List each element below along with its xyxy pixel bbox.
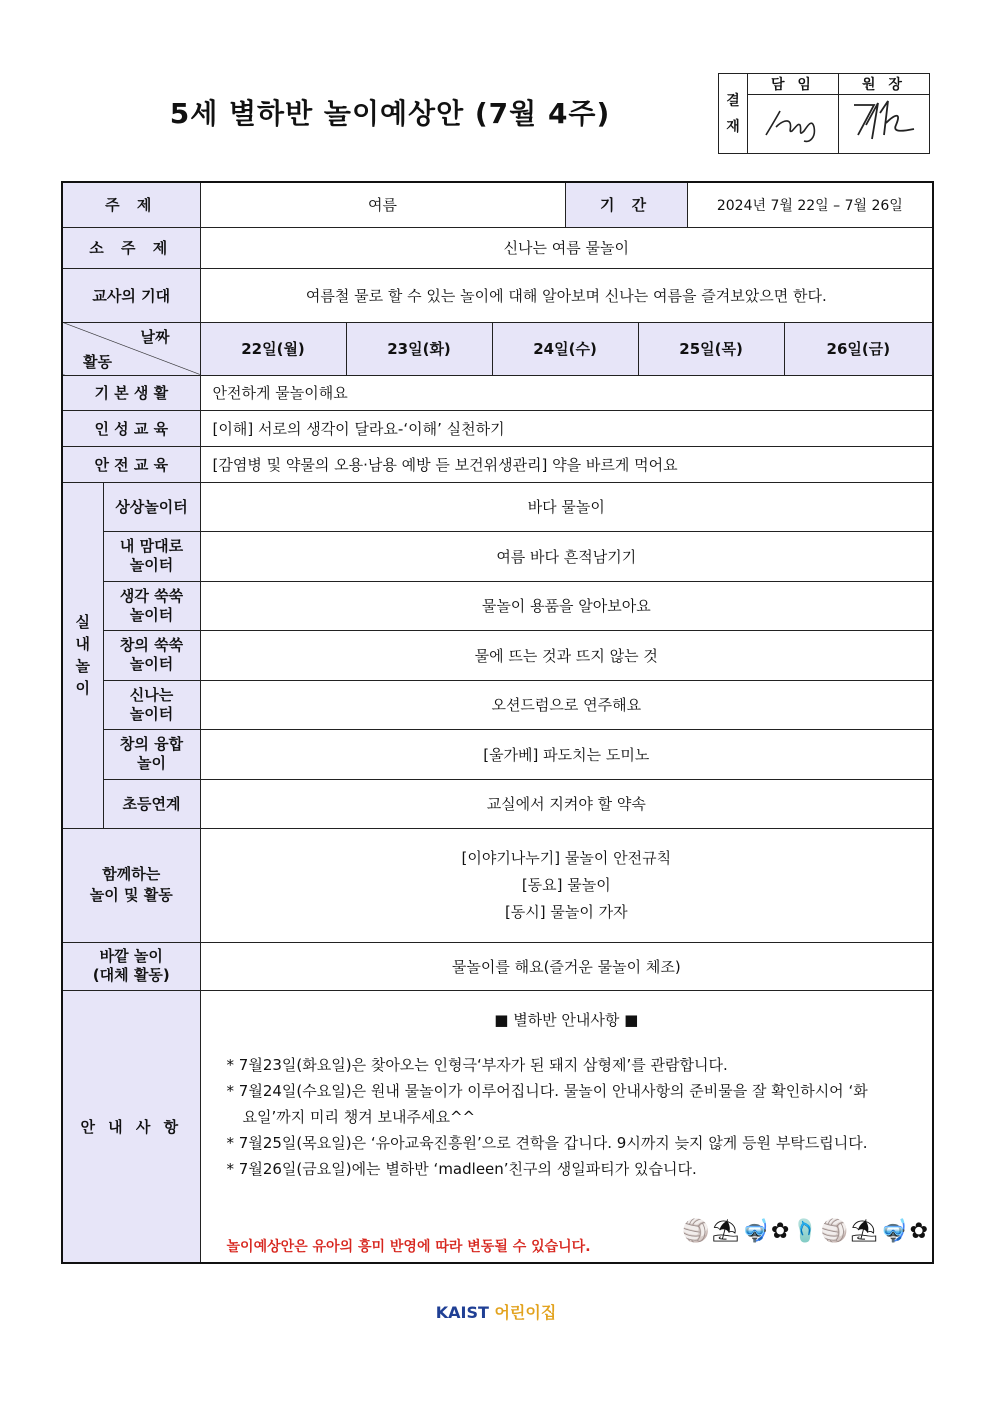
subject-value: 여름 (200, 182, 565, 227)
notice-cell (200, 990, 933, 1263)
indoor-label-char: 이 (75, 679, 90, 697)
together-item: [이야기나누기] 물놀이 안전규칙 (461, 848, 672, 867)
director-signature (839, 95, 930, 154)
approval-side-1: 결 (726, 92, 740, 109)
flipflops-icon: 🩴 (791, 1219, 821, 1244)
beach-ball-icon: 🏐 (682, 1219, 712, 1244)
indoor-area-name: 창의 쑥쑥 놀이터 (103, 630, 200, 680)
indoor-area-name: 상상놀이터 (103, 482, 200, 531)
parasol-icon: ⛱ (711, 1219, 742, 1244)
flower-icon: ✿ (909, 1219, 931, 1244)
notice-item: * 7월26일(금요일)에는 별하반 ‘madleen’친구의 생일파티가 있습니다. (226, 1159, 697, 1178)
subsubject-label: 소 주 제 (62, 227, 200, 268)
footer-logo (0, 1300, 992, 1323)
approval-side-2: 재 (726, 118, 740, 135)
expect-label: 교사의 기대 (62, 268, 200, 322)
kaist-logo-text: KAIST (435, 1303, 489, 1322)
indoor-area-content: [울가베] 파도치는 도미노 (200, 729, 933, 779)
basic-life-value: 안전하게 물놀이해요 (200, 375, 933, 410)
indoor-label-char: 실 (75, 613, 90, 631)
day-header-2: 23일(화) (346, 322, 492, 375)
indoor-area-content: 물놀이 용품을 알아보아요 (200, 581, 933, 630)
safety-edu-value: [감염병 및 약물의 오용·남용 예방 듣 보건위생관리] 약을 바르게 먹어요 (200, 446, 933, 482)
indoor-label-char: 내 (75, 635, 90, 653)
indoor-area-content: 바다 물놀이 (200, 482, 933, 531)
play-plan-table (61, 181, 934, 1264)
notice-list (201, 1052, 933, 1182)
indoor-area-name: 내 맘대로 놀이터 (103, 531, 200, 581)
notice-item: * 7월25일(목요일)은 ‘유아교육진흥원’으로 견학을 갑니다. 9시까지 늦지 않게 등원 부탁드립니다. (226, 1133, 868, 1152)
indoor-label-char: 놀 (75, 657, 90, 675)
date-activity-header (62, 322, 200, 375)
indoor-area-name: 창의 융합 놀이 (103, 729, 200, 779)
center-logo-text: 어린이집 (494, 1303, 557, 1322)
together-value (200, 828, 933, 942)
character-edu-value: [이해] 서로의 생각이 달라요-‘이해’ 실천하기 (200, 410, 933, 446)
indoor-area-name: 초등연계 (103, 779, 200, 828)
together-item: [동요] 물놀이 (521, 875, 611, 894)
approval-teacher-header: 담 임 (748, 74, 839, 95)
subsubject-value: 신나는 여름 물놀이 (200, 227, 933, 268)
indoor-area-content: 물에 뜨는 것과 뜨지 않는 것 (200, 630, 933, 680)
warning-text: 놀이예상안은 유아의 흥미 반영에 따라 변동될 수 있습니다. (226, 1239, 591, 1255)
indoor-area-name: 생각 쑥쑥 놀이터 (103, 581, 200, 630)
page-title: 5세 별하반 놀이예상안 (7월 4주) (169, 97, 611, 130)
activity-label: 활동 (83, 352, 112, 371)
expect-value: 여름철 물로 할 수 있는 놀이에 대해 알아보며 신나는 여름을 즐겨보았으면 한다. (200, 268, 933, 322)
notice-item: * 7월23일(화요일)은 찾아오는 인형극‘부자가 된 돼지 삼형제’를 관람합니다. (226, 1055, 728, 1074)
beach-ball-icon: 🏐 (820, 1219, 851, 1244)
period-label: 기 간 (565, 182, 687, 227)
teacher-signature-icon (758, 97, 828, 147)
day-header-5: 26일(금) (784, 322, 933, 375)
day-header-3: 24일(수) (492, 322, 638, 375)
outdoor-value: 물놀이를 해요(즐거운 물놀이 체조) (200, 942, 933, 990)
indoor-area-name: 신나는 놀이터 (103, 680, 200, 729)
notice-label: 안 내 사 항 (62, 990, 200, 1263)
approval-box (718, 73, 930, 154)
flower-icon: ✿ (771, 1219, 792, 1244)
day-header-1: 22일(월) (200, 322, 346, 375)
parasol-icon: ⛱ (850, 1219, 881, 1244)
director-signature-icon (844, 95, 924, 149)
day-header-4: 25일(목) (638, 322, 784, 375)
indoor-area-content: 여름 바다 흔적남기기 (200, 531, 933, 581)
character-edu-label: 인 성 교 육 (62, 410, 200, 446)
date-label: 날짜 (140, 327, 170, 346)
outdoor-label: 바깥 놀이 (대체 활동) (62, 942, 200, 990)
indoor-area-content: 교실에서 지켜야 할 약속 (200, 779, 933, 828)
approval-director-header: 원 장 (839, 74, 930, 95)
together-item: [동시] 물놀이 가자 (504, 902, 628, 921)
notice-title: ■ 별하반 안내사항 ■ (494, 1010, 639, 1029)
together-label: 함께하는 놀이 및 활동 (62, 828, 200, 942)
teacher-signature (748, 95, 839, 154)
safety-edu-label: 안 전 교 육 (62, 446, 200, 482)
period-value: 2024년 7월 22일 – 7월 26일 (687, 182, 933, 227)
indoor-area-content: 오션드럼으로 연주해요 (200, 680, 933, 729)
approval-side-label (719, 74, 748, 154)
basic-life-label: 기 본 생 활 (62, 375, 200, 410)
snorkel-icon: 🤿 (741, 1219, 772, 1244)
summer-decoration (682, 1219, 930, 1244)
subject-label: 주 제 (62, 182, 200, 227)
notice-item: * 7월24일(수요일)은 원내 물놀이가 이루어집니다. 물놀이 안내사항의 준비물을 잘 확인하시어 ‘화요일’까지 미리 챙겨 보내주세요^^ (226, 1081, 868, 1126)
indoor-play-label (62, 482, 103, 828)
snorkel-icon: 🤿 (880, 1219, 910, 1244)
